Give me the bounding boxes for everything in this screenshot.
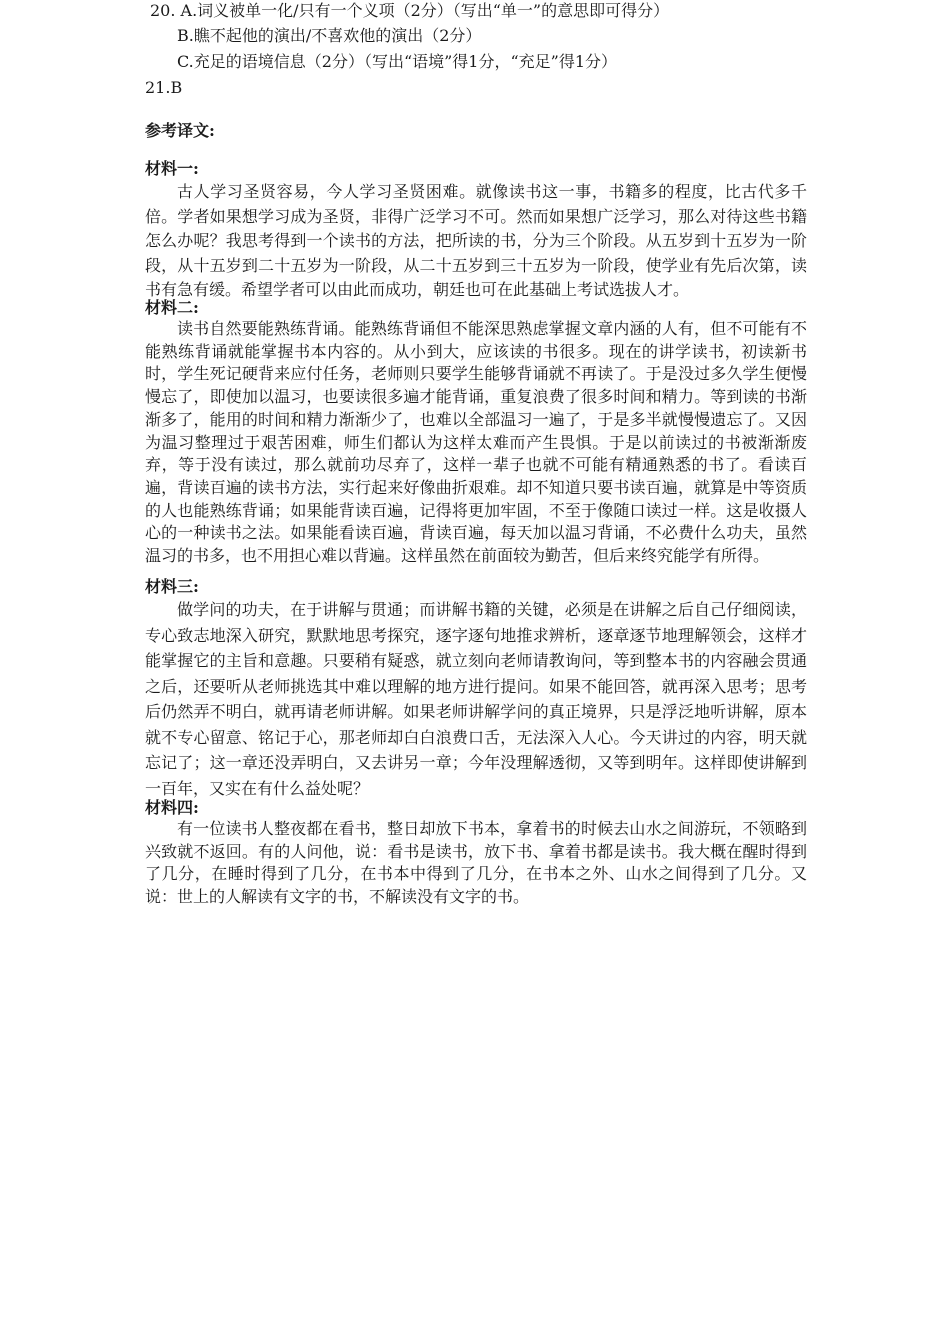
material-1-heading: 材料一: xyxy=(145,159,199,178)
answer-20c: C.充足的语境信息（2分）（写出“语境”得1分，“充足”得1分） xyxy=(177,52,618,71)
answer-20b: B.瞧不起他的演出/不喜欢他的演出（2分） xyxy=(177,26,482,45)
answer-20a: 20. A.词义被单一化/只有一个义项（2分）（写出“单一”的意思即可得分） xyxy=(150,1,670,20)
material-3-text: 做学问的功夫，在于讲解与贯通；而讲解书籍的关键，必须是在讲解之后自己仔细阅读，专心致志地深入研究，默默地思考探究，逐字逐句地推求辨析，逐章逐节地理解领会，这样才能掌握它的主旨和意趣。只要稍有疑惑，就立刻向老师请教询问，等到整本书的内容融会贯通之后，还要听从老师挑选其中难以理解的地方进行提问。如果不能回答，就再深入思考；思考后仍然弄不明白，就再请老师讲解。如果老师讲解学问的真正境界，只是浮泛地听讲解，原本就不专心留意、铭记于心，那老师却白白浪费口舌，无法深入人心。今天讲过的内容，明天就忘记了；这一章还没弄明白，又去讲另一章；今年没理解透彻，又等到明年。这样即使讲解到一百年，又实在有什么益处呢？ xyxy=(145,600,807,798)
material-1-text: 古人学习圣贤容易，今人学习圣贤困难。就像读书这一事，书籍多的程度，比古代多千倍。学者如果想学习成为圣贤，非得广泛学习不可。然而如果想广泛学习，那么对待这些书籍怎么办呢？我思考得到一个读书的方法，把所读的书，分为三个阶段。从五岁到十五岁为一阶段，从十五岁到二十五岁为一阶段，从二十五岁到三十五岁为一阶段，使学业有先后次第，读书有急有缓。希望学者可以由此而成功，朝廷也可在此基础上考试选拔人才。 xyxy=(145,182,807,299)
material-2-heading: 材料二: xyxy=(145,298,199,317)
answer-21: 21.B xyxy=(145,78,183,97)
material-4-heading: 材料四: xyxy=(145,798,199,817)
material-4-text: 有一位读书人整夜都在看书，整日却放下书本，拿着书的时候去山水之间游玩，不领略到兴致就不返回。有的人问他，说：看书是读书，放下书、拿着书都是读书。我大概在醒时得到了几分，在睡时得到了几分，在书本中得到了几分，在书本之外、山水之间得到了几分。又说：世上的人解读有文字的书，不解读没有文字的书。 xyxy=(145,819,807,906)
material-2-text: 读书自然要能熟练背诵。能熟练背诵但不能深思熟虑掌握文章内涵的人有，但不可能有不能熟练背诵就能掌握书本内容的。从小到大，应该读的书很多。现在的讲学读书，初读新书时，学生死记硬背来应付任务，老师则只要学生能够背诵就不再读了。于是没过多久学生便慢慢忘了，即使加以温习，也要读很多遍才能背诵，重复浪费了很多时间和精力。等到读的书渐渐多了，能用的时间和精力渐渐少了，也难以全部温习一遍了，于是多半就慢慢遗忘了。又因为温习整理过于艰苦困难，师生们都认为这样太难而产生畏惧。于是以前读过的书被渐渐废弃，等于没有读过，那么就前功尽弃了，这样一辈子也就不可能有精通熟悉的书了。看读百遍，背读百遍的读书方法，实行起来好像曲折艰难。却不知道只要书读百遍，就算是中等资质的人也能熟练背诵；如果能背读百遍，记得将更加牢固，不至于像随口读过一样。这是收摄人心的一种读书之法。如果能看读百遍，背读百遍，每天加以温习背诵，不必费什么功夫，虽然温习的书多，也不用担心难以背遍。这样虽然在前面较为勤苦，但后来终究能学有所得。 xyxy=(145,319,807,566)
material-3-heading: 材料三: xyxy=(145,577,199,596)
translation-title: 参考译文: xyxy=(145,121,215,140)
